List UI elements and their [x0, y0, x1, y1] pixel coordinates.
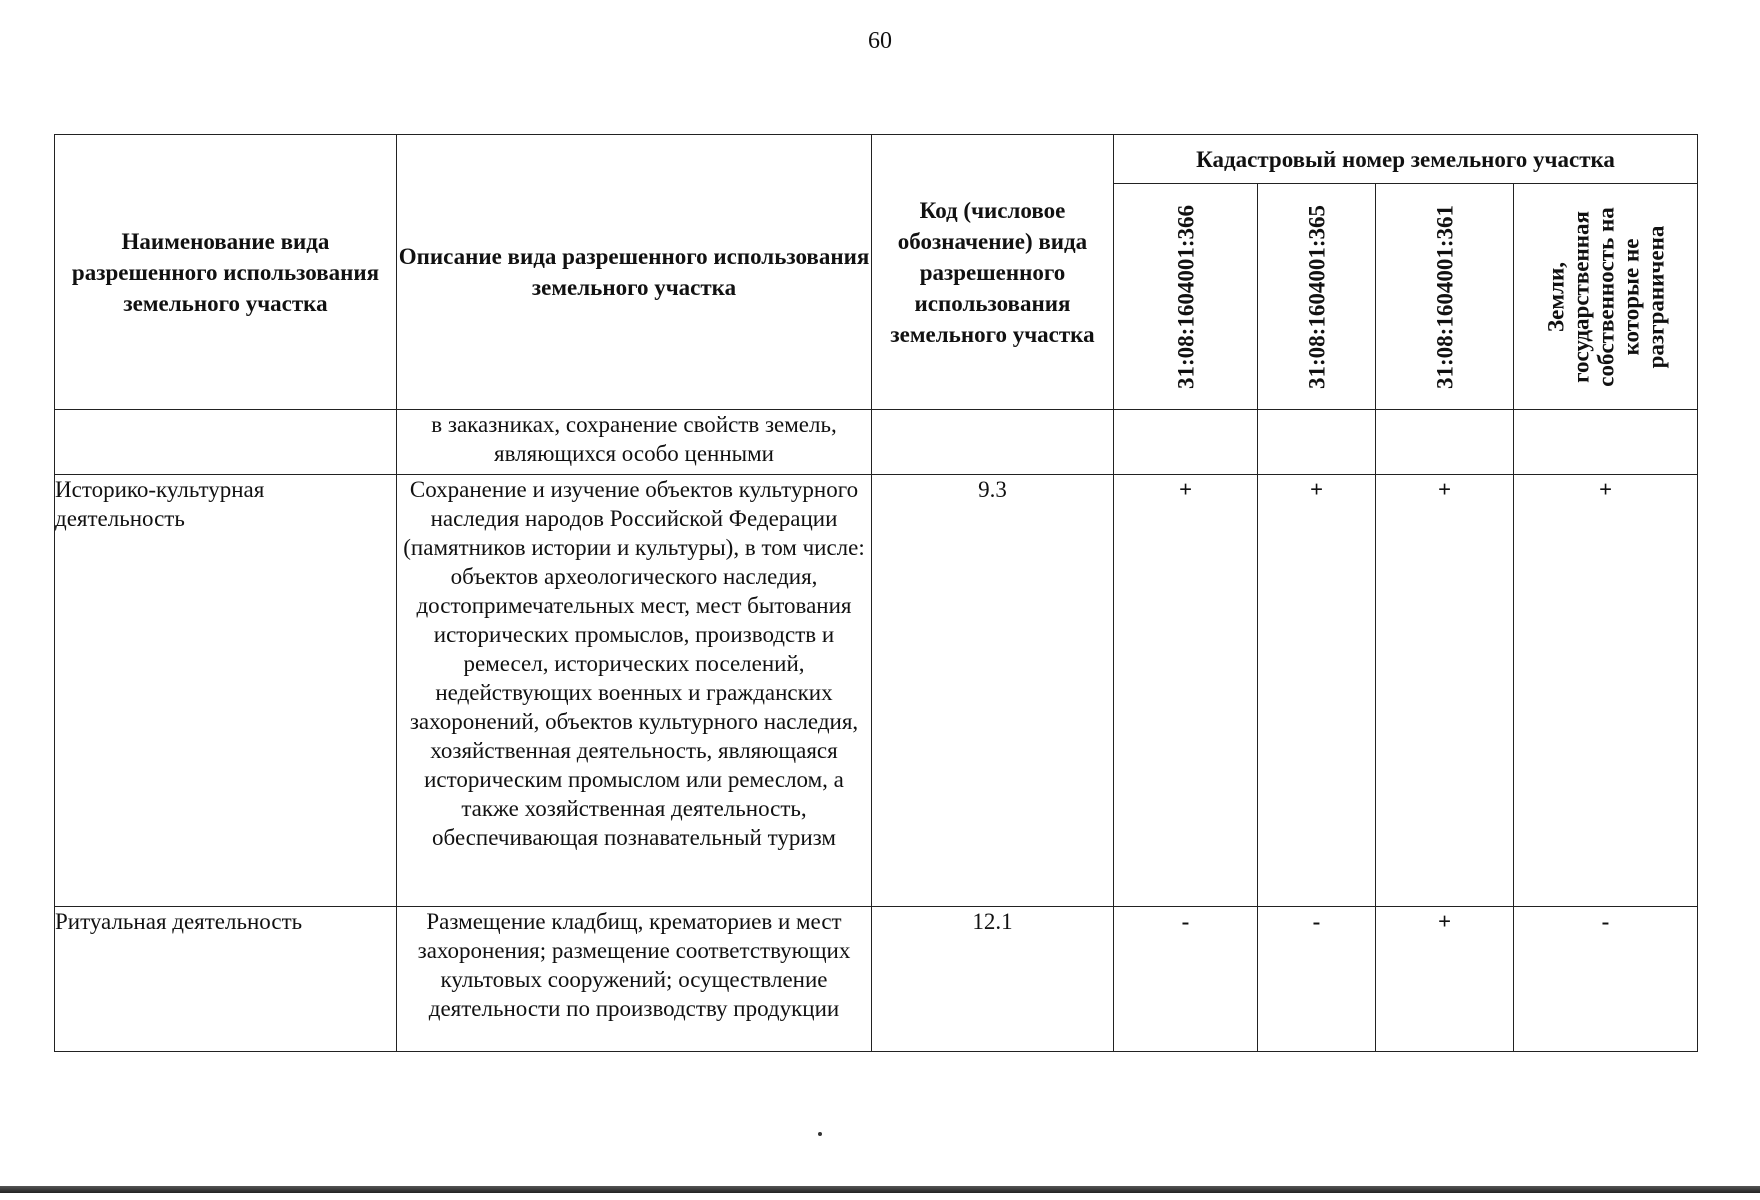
header-cadastral-2-text: 31:08:1604001:365 — [1304, 204, 1329, 389]
header-name: Наименование вида разрешенного использования земельного участка — [55, 135, 397, 410]
row-description: в заказниках, сохранение свойств земель, являющихся особо ценными — [397, 410, 872, 475]
row-mark — [1114, 410, 1258, 475]
table-row — [55, 475, 1698, 907]
row-mark — [1258, 410, 1376, 475]
table-row — [55, 410, 1698, 475]
header-code: Код (числовое обозначение) вида разрешенного использования земельного участка — [872, 135, 1114, 410]
row-mark: + — [1114, 475, 1258, 907]
header-row-1 — [55, 135, 1698, 184]
header-cadastral-3-text: 31:08:1604001:361 — [1432, 204, 1457, 389]
row-mark: + — [1376, 907, 1514, 1052]
scan-bottom-edge — [0, 1186, 1760, 1193]
row-description: Размещение кладбищ, крематориев и мест захоронения; размещение соответствующих культовых сооружений; осуществление деятельности по производству продукции — [397, 907, 872, 1052]
row-name: Ритуальная деятельность — [55, 907, 397, 1052]
row-code — [872, 410, 1114, 475]
row-description: Сохранение и изучение объектов культурного наследия народов Российской Федерации (памятников истории и культуры), в том числе: объектов археологического наследия, достопримечательных мест, мест бытования исторических промыслов, производств и ремесел, исторических поселений, недействующих военных и гражданских захоронений, объектов культурного наследия, хозяйственная деятельность, являющаяся историческим промыслом или ремеслом, а также хозяйственная деятельность, обеспечивающая познавательный туризм — [397, 475, 872, 907]
row-mark: + — [1514, 475, 1698, 907]
header-cadastral-3 — [1376, 184, 1514, 410]
table-row — [55, 907, 1698, 1052]
row-mark — [1376, 410, 1514, 475]
header-cadastral-group: Кадастровый номер земельного участка — [1114, 135, 1698, 184]
header-cadastral-1-text: 31:08:1604001:366 — [1173, 204, 1198, 389]
land-use-table — [54, 134, 1698, 1052]
row-mark: + — [1376, 475, 1514, 907]
row-name — [55, 410, 397, 475]
header-cadastral-2 — [1258, 184, 1376, 410]
page-number: 60 — [868, 28, 892, 54]
row-name: Историко-культурная деятельность — [55, 475, 397, 907]
row-mark: - — [1258, 907, 1376, 1052]
header-state-lands — [1514, 184, 1698, 410]
header-description: Описание вида разрешенного использования земельного участка — [397, 135, 872, 410]
row-code: 12.1 — [872, 907, 1114, 1052]
row-mark: - — [1514, 907, 1698, 1052]
row-code: 9.3 — [872, 475, 1114, 907]
header-state-lands-text: Земли, государственная собственность на которые не разграничена — [1543, 206, 1669, 387]
row-mark: - — [1114, 907, 1258, 1052]
header-cadastral-1 — [1114, 184, 1258, 410]
row-mark: + — [1258, 475, 1376, 907]
scan-dot — [818, 1132, 822, 1136]
row-mark — [1514, 410, 1698, 475]
